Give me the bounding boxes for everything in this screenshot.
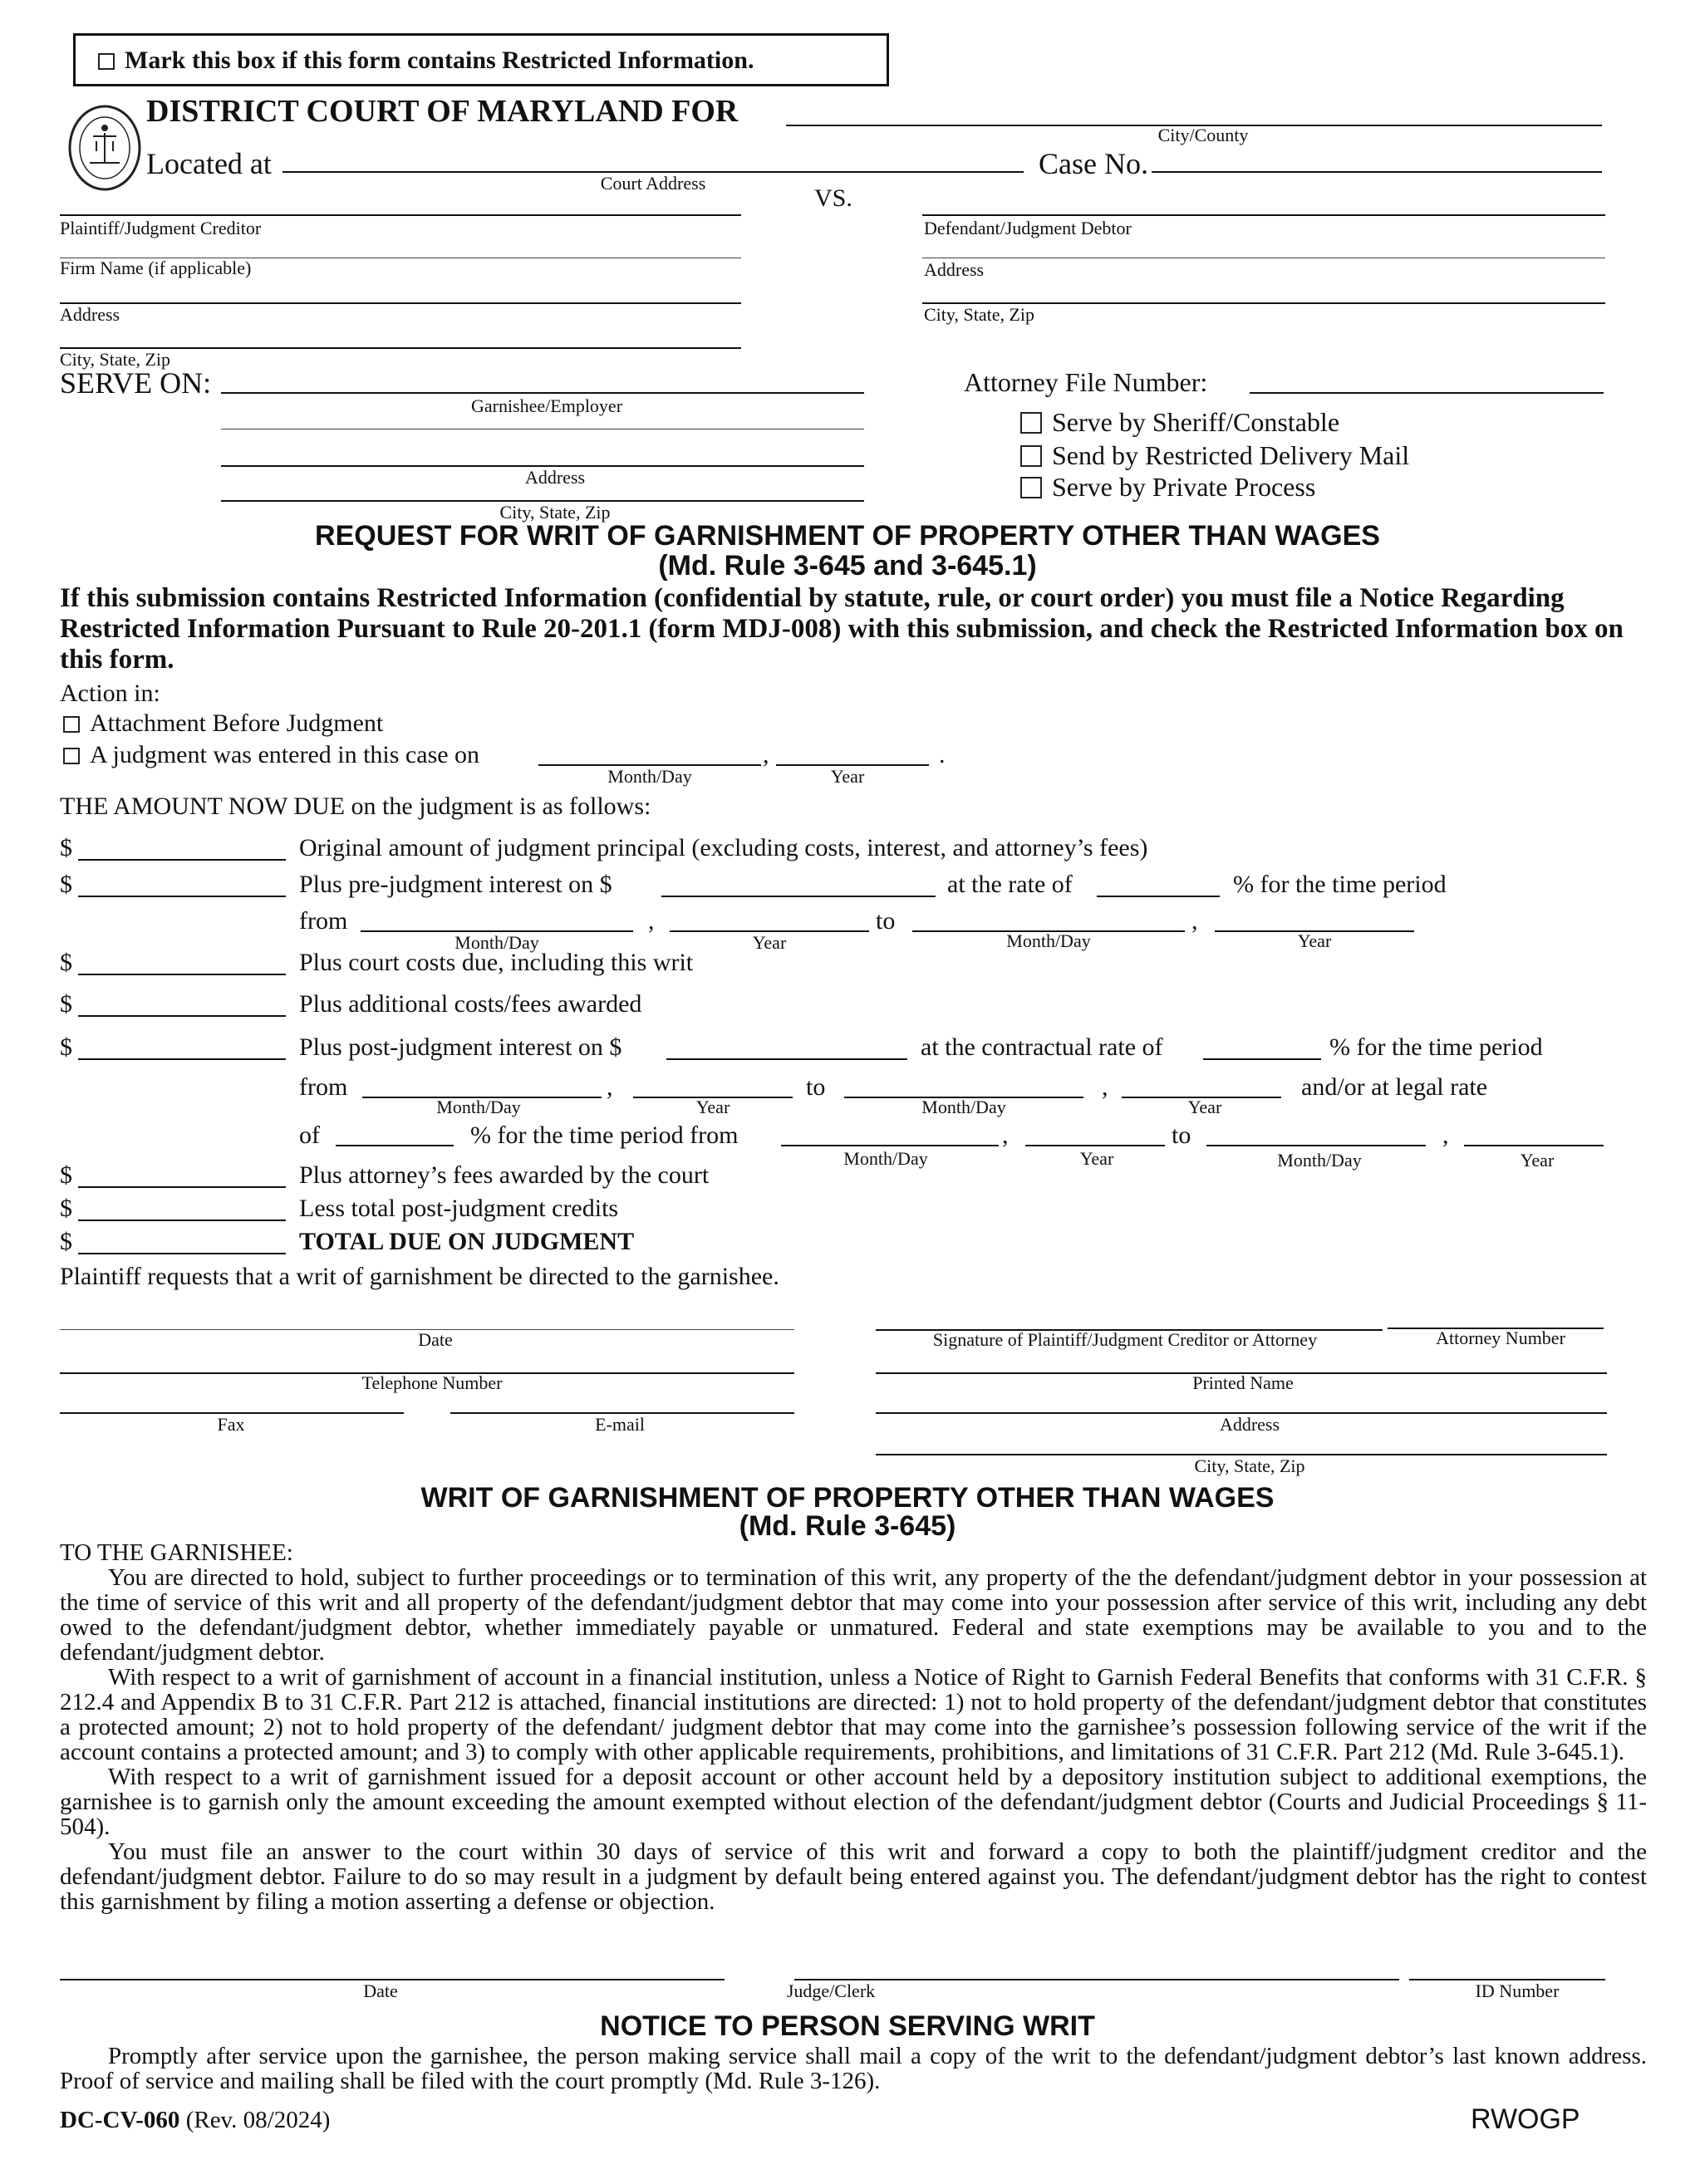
writ-body [60,1540,1647,1914]
contractual-rate-field[interactable] [1203,1058,1321,1060]
writ-title: WRIT OF GARNISHMENT OF PROPERTY OTHER THAN WAGES [420,1482,1275,1514]
attachment-option[interactable] [63,709,383,738]
to-label: to [876,907,896,935]
period: . [939,741,946,768]
judgment-year-caption: Year [830,766,865,787]
case-no-label: Case No. [1039,147,1148,180]
month-day-caption: Month/Day [921,1097,1006,1117]
signer-address-caption: Address [1219,1414,1280,1435]
of-label: of [299,1121,320,1149]
action-in-label: Action in: [60,680,160,707]
pct-time-period-label: % for the time period [1329,1033,1543,1061]
month-day-caption: Month/Day [1006,930,1091,951]
notice-body [60,2044,1647,2093]
attorney-fees-label: Plus attorney’s fees awarded by the court [299,1161,710,1189]
located-at-label: Located at [146,147,272,180]
comma: , [648,907,655,935]
court-seal-icon [65,103,145,193]
pre-interest-rate-field[interactable] [1097,896,1220,897]
additional-costs-label: Plus additional costs/fees awarded [299,990,642,1018]
additional-costs-field[interactable] [78,1015,286,1017]
from-label: from [299,907,348,935]
plaintiff-city-caption: City, State, Zip [60,349,171,370]
dollar-sign: $ [60,949,72,976]
judgment-month-day-caption: Month/Day [607,766,692,787]
post-interest-label: Plus post-judgment interest on $ [299,1033,622,1061]
legal-rate-field[interactable] [336,1145,454,1146]
plaintiff-address-caption: Address [60,304,120,325]
judge-clerk-caption: Judge/Clerk [786,1980,876,2001]
judgment-entered-option[interactable] [63,741,479,769]
judgment-entered-checkbox[interactable] [63,748,80,764]
comma: , [1002,1121,1009,1149]
printed-name-caption: Printed Name [1192,1372,1294,1393]
credits-label: Less total post-judgment credits [299,1195,619,1222]
signer-city-caption: City, State, Zip [1194,1455,1305,1476]
amount-due-label: THE AMOUNT NOW DUE on the judgment is as follows: [60,793,651,820]
attorney-number-caption: Attorney Number [1436,1328,1565,1348]
judge-clerk-line[interactable] [794,1979,1399,1980]
comma: , [763,741,769,768]
comma: , [1442,1121,1449,1149]
form-number [60,2107,330,2134]
court-address-caption: Court Address [600,173,706,194]
id-number-caption: ID Number [1475,1980,1560,2001]
credits-field[interactable] [78,1220,286,1221]
plaintiff-requests-text: Plaintiff requests that a writ of garnishment be directed to the garnishee. [60,1263,779,1290]
notice-text: Promptly after service upon the garnishee, the person making service shall mail a copy of the writ to the defendant/judgment debtor’s last known address. Proof of service and mailing shall be filed with the court promptly (Md. Rule 3-126). [60,2043,1647,2094]
pre-interest-amount-field[interactable] [78,896,286,897]
comma: , [607,1073,613,1101]
total-due-field[interactable] [78,1253,286,1254]
restricted-info-label: Mark this box if this form contains Restricted Information. [125,47,754,74]
attorney-fees-field[interactable] [78,1186,286,1188]
defendant-address-caption: Address [924,259,985,280]
from-label: from [299,1073,348,1101]
email-caption: E-mail [595,1414,645,1435]
vs-label: VS. [814,184,852,212]
case-no-line[interactable] [1152,171,1602,173]
court-title: DISTRICT COURT OF MARYLAND FOR [146,94,739,129]
signature-caption: Signature of Plaintiff/Judgment Creditor or Attorney [932,1329,1318,1350]
year-caption: Year [752,932,787,953]
year-caption: Year [1187,1097,1222,1117]
plaintiff-caption: Plaintiff/Judgment Creditor [60,218,262,238]
restricted-info-checkbox[interactable] [98,53,115,70]
writ-paragraph-3: With respect to a writ of garnishment issued for a deposit account or other account held by a depository institution subject to additional exemptions, the garnishee is to garnish only the amount exceeding the amount exempted without election of the defendant/judgment debtor (Courts and Judicial Proceedings § 11-504). [60,1764,1647,1840]
dollar-sign: $ [60,1228,72,1255]
original-amount-field[interactable] [78,859,286,861]
mail-checkbox[interactable] [1020,445,1042,467]
defendant-caption: Defendant/Judgment Debtor [924,218,1132,238]
date-caption: Date [418,1329,453,1350]
total-due-label: TOTAL DUE ON JUDGMENT [299,1228,635,1255]
form-number-code: DC-CV-060 [60,2107,180,2133]
month-day-caption: Month/Day [454,932,539,953]
garnishee-caption: Garnishee/Employer [470,395,623,416]
dollar-sign: $ [60,834,72,861]
plaintiff-name-line[interactable] [60,214,741,216]
serve-on-label: SERVE ON: [60,366,212,400]
restricted-info-option[interactable] [98,47,754,75]
garnishee-address-caption: Address [524,467,586,488]
month-day-caption: Month/Day [843,1148,928,1169]
request-title: REQUEST FOR WRIT OF GARNISHMENT OF PROPERTY OTHER THAN WAGES [315,520,1380,552]
legal-to-year-field[interactable] [1464,1145,1604,1146]
service-option-private[interactable] [1020,472,1315,503]
attachment-label: Attachment Before Judgment [90,709,384,737]
form-revision: (Rev. 08/2024) [185,2107,331,2133]
original-amount-label: Original amount of judgment principal (excluding costs, interest, and attorney’s fees) [299,834,1148,861]
writ-paragraph-4: You must file an answer to the court within 30 days of service of this writ and forward a copy to both the plaintiff/judgment creditor and the defendant/judgment debtor. Failure to do so may result in a judgment by default being entered against you. The defendant/judgment debtor has the right to contest this garnishment by filing a motion asserting a defense or objection. [60,1838,1647,1915]
dollar-sign: $ [60,1033,72,1061]
year-caption: Year [1297,930,1332,951]
writ-paragraph-2: With respect to a writ of garnishment of account in a financial institution, unless a Notice of Right to Garnish Federal Benefits that conforms with 31 C.F.R. § 212.4 and Appendix B to 31 C.F.R. Part 212 is attached, financial institutions are directed: 1) not to hold property of the defendant/judgment debtor that constitutes a protected amount; 2) not to hold property of the defendant/ judgment debtor that may come into the garnishee’s possession following service of the writ if the account contains a protected amount; and 3) to comply with other applicable requirements, prohibitions, and limitations of 31 C.F.R. Part 212 (Md. Rule 3-645.1). [60,1664,1647,1765]
comma: , [1191,907,1198,935]
at-rate-label: at the rate of [947,871,1073,898]
month-day-caption: Month/Day [1277,1150,1362,1171]
telephone-caption: Telephone Number [361,1372,503,1393]
sheriff-label: Serve by Sheriff/Constable [1052,407,1340,437]
service-option-sheriff[interactable] [1020,407,1339,438]
defendant-name-line[interactable] [922,214,1605,216]
pct-time-period-label: % for the time period [1233,871,1447,898]
pre-interest-principal-field[interactable] [661,896,936,897]
dollar-sign: $ [60,871,72,898]
dollar-sign: $ [60,1195,72,1222]
fax-caption: Fax [217,1414,245,1435]
month-day-caption: Month/Day [436,1097,521,1117]
pct-time-period-from-label: % for the time period from [470,1121,739,1149]
service-option-mail[interactable] [1020,440,1409,471]
judgment-entered-label: A judgment was entered in this case on [90,741,480,768]
sheriff-checkbox[interactable] [1020,412,1042,434]
comma: , [1102,1073,1108,1101]
to-label: to [1172,1121,1191,1149]
city-county-caption: City/County [1157,125,1249,145]
legal-rate-label: and/or at legal rate [1301,1073,1488,1101]
legal-from-month-day-field[interactable] [781,1145,999,1146]
dollar-sign: $ [60,1161,72,1189]
writ-date-caption: Date [363,1980,398,2001]
court-costs-field[interactable] [78,974,286,975]
writ-subtitle: (Md. Rule 3-645) [739,1510,956,1542]
writ-to: TO THE GARNISHEE: [60,1539,293,1566]
post-interest-principal-field[interactable] [666,1058,907,1060]
attorney-file-number-label: Attorney File Number: [964,367,1208,397]
pre-interest-label: Plus pre-judgment interest on $ [299,871,612,898]
post-interest-amount-field[interactable] [78,1058,286,1060]
defendant-city-caption: City, State, Zip [924,304,1035,325]
plaintiff-address-line[interactable] [60,302,741,304]
garnishee-city-caption: City, State, Zip [499,502,611,523]
contractual-rate-label: at the contractual rate of [921,1033,1163,1061]
private-process-label: Serve by Private Process [1052,472,1316,502]
garnishee-line[interactable] [221,392,864,394]
restricted-notice: If this submission contains Restricted Information (confidential by statute, rule, or court order) you must file a Notice Regarding Restricted Information Pursuant to Rule 20-201.1 (form MDJ-008) with this submission, and check the Restricted Information box on this form. [60,583,1624,675]
attorney-file-number-line[interactable] [1250,392,1604,394]
private-process-checkbox[interactable] [1020,477,1042,498]
writ-paragraph-1: You are directed to hold, subject to further proceedings or to termination of this writ, any property of the the defendant/judgment debtor in your possession at the time of service of this writ and all property of the defendant/judgment debtor that may come into your possession after service of this writ, including any debt owed to the defendant/judgment debtor, whether immediately payable or unmatured. Federal and state exemptions may be available to you and to the defendant/judgment debtor. [60,1564,1647,1666]
notice-title: NOTICE TO PERSON SERVING WRIT [600,2010,1095,2042]
year-caption: Year [1520,1150,1555,1171]
court-costs-label: Plus court costs due, including this writ [299,949,694,976]
legal-from-year-field[interactable] [1025,1145,1165,1146]
form-code: RWOGP [1471,2103,1580,2135]
to-label: to [806,1073,826,1101]
year-caption: Year [1079,1148,1114,1169]
firm-caption: Firm Name (if applicable) [60,258,252,278]
year-caption: Year [695,1097,730,1117]
dollar-sign: $ [60,990,72,1018]
request-subtitle: (Md. Rule 3-645 and 3-645.1) [658,550,1037,582]
attachment-checkbox[interactable] [63,716,80,733]
mail-label: Send by Restricted Delivery Mail [1052,440,1410,470]
legal-to-month-day-field[interactable] [1206,1145,1426,1146]
